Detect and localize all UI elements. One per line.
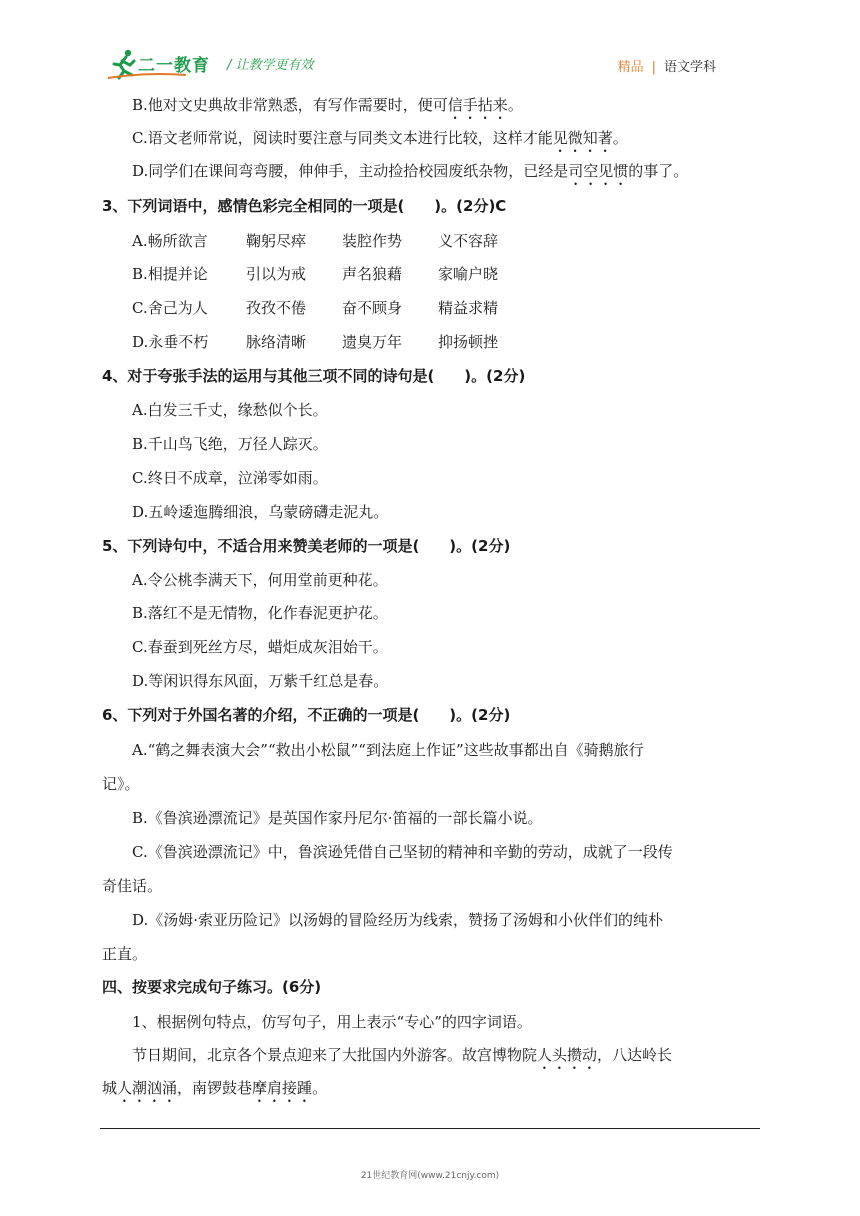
section4-task: 1、根据例句特点，仿写句子，用上表示“专心”的四字词语。	[132, 1013, 532, 1031]
footer-divider	[100, 1128, 760, 1129]
q3-option-b: B.相提并论 引以为戒 声名狼藉 家喻户晓	[132, 265, 499, 283]
q6-option-d-line1: D.《汤姆·索亚历险记》以汤姆的冒险经历为线索，赞扬了汤姆和小伙伴们的纯朴	[132, 911, 664, 929]
q6-option-a-line2: 记》。	[102, 775, 140, 793]
q3-title: 3、下列词语中，感情色彩完全相同的一项是( )。(2分)C	[102, 197, 507, 215]
q2-option-d: D.同学们在课间弯弯腰，伸伸手，主动捡拾校园废纸杂物，已经是司空见惯的事了。	[132, 162, 689, 180]
quality-tag: 精品	[617, 60, 644, 75]
q6-option-a-line1: A.“鹤之舞表演大会”“救出小松鼠”“到法庭上作证”这些故事都出自《骑鹅旅行	[132, 741, 644, 759]
q2-option-c: C.语文老师常说，阅读时要注意与同类文本进行比较，这样才能见微知著。	[132, 129, 628, 147]
page-footer: 21世纪教育网(www.21cnjy.com)	[360, 1171, 500, 1181]
example-line2: 城人潮汹涌，南锣鼓巷摩肩接踵。	[102, 1079, 328, 1097]
brand-name: 二一教育	[138, 56, 210, 76]
section4-title: 四、按要求完成句子练习。(6分)	[102, 978, 322, 996]
q6-title: 6、下列对于外国名著的介绍，不正确的一项是( )。(2分)	[102, 706, 511, 724]
slogan: / 让教学更有效	[227, 58, 314, 73]
q3-option-c: C.舍己为人 孜孜不倦 奋不顾身 精益求精	[132, 299, 499, 317]
q4-option-c: C.终日不成章，泣涕零如雨。	[132, 469, 328, 487]
page-header	[100, 46, 760, 86]
q5-option-d: D.等闲识得东风面，万紫千红总是春。	[132, 672, 389, 690]
q6-option-b: B.《鲁滨逊漂流记》是英国作家丹尼尔·笛福的一部长篇小说。	[132, 809, 543, 827]
example-line1: 节日期间，北京各个景点迎来了大批国内外游客。故宫博物院人头攒动，八达岭长	[132, 1046, 673, 1064]
q5-title: 5、下列诗句中，不适合用来赞美老师的一项是( )。(2分)	[102, 537, 511, 555]
q3-option-d: D.永垂不朽 脉络清晰 遗臭万年 抑扬顿挫	[132, 333, 499, 351]
q4-option-a: A.白发三千丈，缘愁似个长。	[132, 401, 328, 419]
q6-option-c-line1: C.《鲁滨逊漂流记》中，鲁滨逊凭借自己坚韧的精神和辛勤的劳动，成就了一段传	[132, 843, 673, 861]
header-divider: |	[651, 60, 656, 75]
subject-tag: 语文学科	[663, 60, 716, 75]
q6-option-d-line2: 正直。	[102, 945, 148, 963]
header-tags	[618, 56, 716, 75]
q5-option-a: A.令公桃李满天下，何用堂前更种花。	[132, 571, 388, 589]
q6-option-c-line2: 奇佳话。	[102, 877, 163, 895]
q4-option-d: D.五岭逶迤腾细浪，乌蒙磅礴走泥丸。	[132, 503, 389, 521]
q4-title: 4、对于夸张手法的运用与其他三项不同的诗句是( )。(2分)	[102, 367, 526, 385]
q4-option-b: B.千山鸟飞绝，万径人踪灭。	[132, 435, 328, 453]
q5-option-b: B.落红不是无情物，化作春泥更护花。	[132, 604, 388, 622]
q3-option-a: A.畅所欲言 鞠躬尽瘁 装腔作势 义不容辞	[132, 232, 499, 250]
q5-option-c: C.春蚕到死丝方尽，蜡炬成灰泪始干。	[132, 638, 388, 656]
q2-option-b: B.他对文史典故非常熟悉，有写作需要时，便可信手拈来。	[132, 96, 523, 114]
